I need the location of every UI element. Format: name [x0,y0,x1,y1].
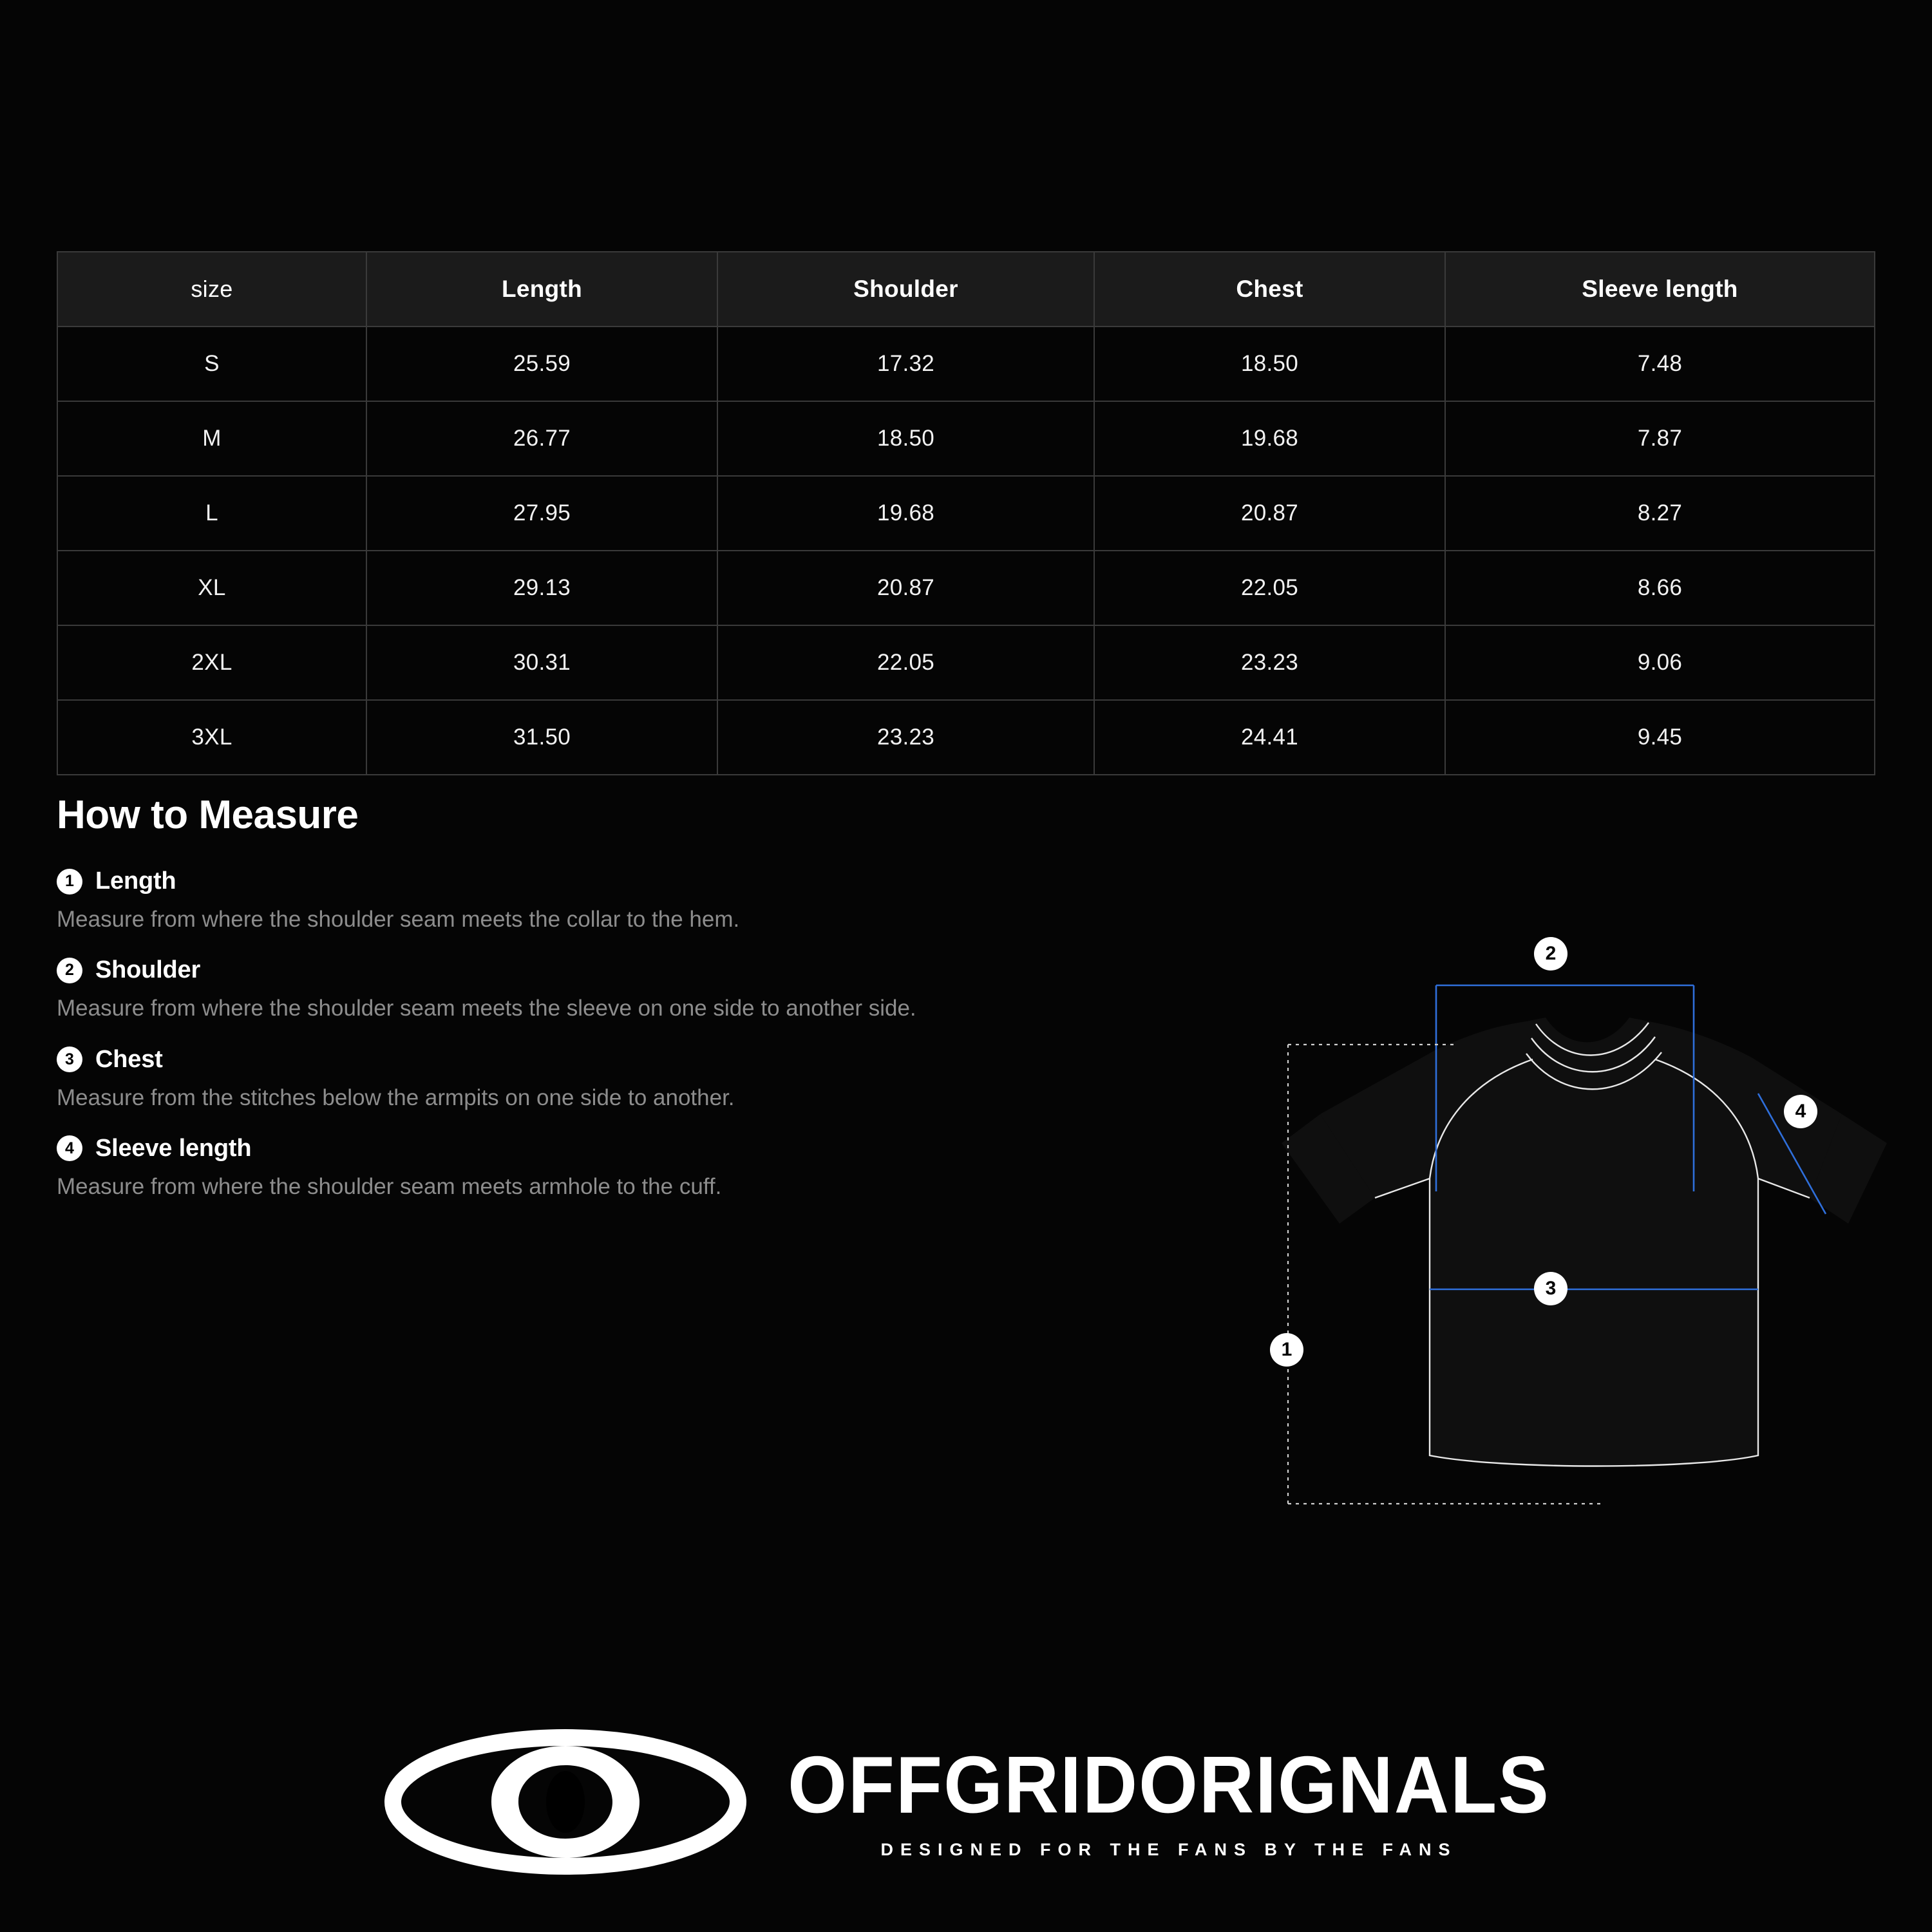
table-row [57,327,1875,401]
measure-heading [57,867,1248,895]
cell-chest: 20.87 [1094,476,1445,551]
cell-size: 3XL [57,700,366,775]
table-row [57,551,1875,625]
cell-shoulder: 19.68 [717,476,1094,551]
column-header-sleeve-length: Sleeve length [1445,252,1875,327]
cell-length: 29.13 [366,551,717,625]
number-badge-icon: 3 [57,1046,82,1072]
column-header-length: Length [366,252,717,327]
cell-chest: 24.41 [1094,700,1445,775]
measure-label: Shoulder [95,956,201,984]
how-to-measure-section [57,792,1248,1224]
brand-name: OFFGRIDORIGNALS [788,1739,1550,1830]
cell-size: S [57,327,366,401]
number-badge-icon: 1 [57,869,82,895]
measure-description: Measure from where the shoulder seam meets the collar to the hem. [57,907,740,932]
cell-sleeve-length: 7.87 [1445,401,1875,476]
cell-chest: 23.23 [1094,625,1445,700]
measure-heading [57,1135,1248,1162]
tshirt-measurement-diagram [1243,921,1893,1681]
brand-logo-icon [382,1728,749,1879]
measure-item-sleeve-length [57,1135,1248,1202]
table-row [57,625,1875,700]
cell-sleeve-length: 9.06 [1445,625,1875,700]
size-chart [57,251,1874,775]
brand-footer [0,1707,1932,1900]
cell-length: 26.77 [366,401,717,476]
cell-sleeve-length: 7.48 [1445,327,1875,401]
cell-chest: 22.05 [1094,551,1445,625]
section-title: How to Measure [57,793,359,837]
cell-length: 30.31 [366,625,717,700]
cell-shoulder: 18.50 [717,401,1094,476]
measure-heading [57,1046,1248,1074]
measure-description: Measure from where the shoulder seam meets the sleeve on one side to another side. [57,996,916,1021]
table-row [57,476,1875,551]
cell-shoulder: 22.05 [717,625,1094,700]
diagram-badge-2: 2 [1534,937,1567,971]
cell-size: XL [57,551,366,625]
cell-shoulder: 17.32 [717,327,1094,401]
diagram-badge-3: 3 [1534,1272,1567,1305]
brand-tagline: DESIGNED FOR THE FANS BY THE FANS [880,1839,1457,1859]
number-badge-icon: 2 [57,958,82,983]
column-header-size: size [57,252,366,327]
number-badge-icon: 4 [57,1135,82,1161]
cell-length: 27.95 [366,476,717,551]
measure-description: Measure from the stitches below the armpits on one side to another. [57,1084,735,1110]
measure-label: Sleeve length [95,1134,252,1162]
measure-label: Length [95,867,176,895]
measure-item-shoulder [57,956,1248,1023]
cell-size: 2XL [57,625,366,700]
cell-sleeve-length: 9.45 [1445,700,1875,775]
measure-item-chest [57,1046,1248,1113]
cell-shoulder: 23.23 [717,700,1094,775]
table-row [57,401,1875,476]
table-row [57,700,1875,775]
cell-length: 25.59 [366,327,717,401]
cell-shoulder: 20.87 [717,551,1094,625]
cell-chest: 18.50 [1094,327,1445,401]
tshirt-illustration [1282,1018,1887,1466]
cell-sleeve-length: 8.66 [1445,551,1875,625]
cell-chest: 19.68 [1094,401,1445,476]
tshirt-diagram-svg [1243,921,1893,1681]
column-header-shoulder: Shoulder [717,252,1094,327]
cell-size: L [57,476,366,551]
cell-sleeve-length: 8.27 [1445,476,1875,551]
measure-label: Chest [95,1045,163,1073]
diagram-badge-1: 1 [1270,1333,1303,1367]
size-table [57,251,1875,775]
cell-size: M [57,401,366,476]
cell-length: 31.50 [366,700,717,775]
measure-item-length [57,867,1248,934]
measure-description: Measure from where the shoulder seam meets armhole to the cuff. [57,1173,722,1199]
measure-heading [57,956,1248,984]
brand-text-block [788,1739,1550,1860]
diagram-badge-4: 4 [1784,1095,1817,1128]
column-header-chest: Chest [1094,252,1445,327]
table-header-row [57,252,1875,327]
